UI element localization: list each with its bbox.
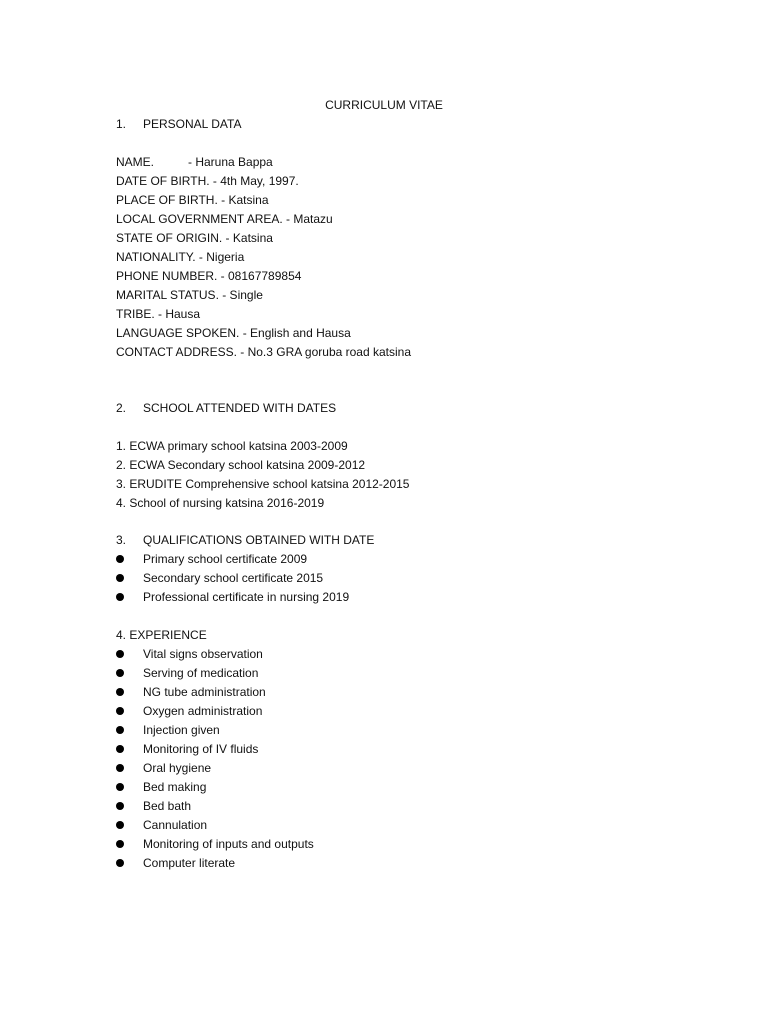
bullet-icon	[116, 650, 124, 658]
field-marital-status: MARITAL STATUS. - Single	[116, 288, 263, 302]
experience-text: NG tube administration	[143, 685, 266, 699]
experience-text: Serving of medication	[143, 666, 259, 680]
qualifications-section	[116, 531, 676, 607]
experience-item	[116, 854, 676, 873]
bullet-icon	[116, 764, 124, 772]
experience-text: Injection given	[143, 723, 220, 737]
school-item: 4. School of nursing katsina 2016-2019	[116, 496, 325, 510]
experience-text: Cannulation	[143, 818, 208, 832]
experience-item	[116, 797, 676, 816]
school-item: 2. ECWA Secondary school katsina 2009-2012	[116, 458, 366, 472]
bullet-icon	[116, 783, 124, 791]
experience-text: Oral hygiene	[143, 761, 212, 775]
section-heading-schools	[116, 399, 676, 418]
bullet-icon	[116, 593, 124, 601]
experience-item	[116, 835, 676, 854]
school-item: 3. ERUDITE Comprehensive school katsina 2012-2015	[116, 477, 410, 491]
experience-item	[116, 759, 676, 778]
section-number: 3.	[116, 533, 127, 547]
section-heading-qualifications	[116, 531, 676, 550]
section-heading-experience: 4. EXPERIENCE	[116, 628, 207, 642]
experience-text: Oxygen administration	[143, 704, 263, 718]
experience-item	[116, 816, 676, 835]
qualification-item	[116, 550, 676, 569]
school-item: 1. ECWA primary school katsina 2003-2009	[116, 439, 348, 453]
section-title: QUALIFICATIONS OBTAINED WITH DATE	[143, 533, 375, 547]
field-nationality: NATIONALITY. - Nigeria	[116, 250, 245, 264]
personal-data-section	[116, 115, 676, 362]
qualification-text: Primary school certificate 2009	[143, 552, 308, 566]
field-place-of-birth: PLACE OF BIRTH. - Katsina	[116, 193, 269, 207]
bullet-icon	[116, 707, 124, 715]
bullet-icon	[116, 821, 124, 829]
section-title: PERSONAL DATA	[143, 117, 242, 131]
section-number: 2.	[116, 401, 127, 415]
bullet-icon	[116, 726, 124, 734]
experience-text: Vital signs observation	[143, 647, 263, 661]
experience-item	[116, 721, 676, 740]
qualification-text: Professional certificate in nursing 2019	[143, 590, 350, 604]
field-value: - Haruna Bappa	[188, 155, 273, 169]
experience-text: Computer literate	[143, 856, 236, 870]
field-date-of-birth: DATE OF BIRTH. - 4th May, 1997.	[116, 174, 299, 188]
experience-text: Monitoring of IV fluids	[143, 742, 259, 756]
bullet-icon	[116, 802, 124, 810]
experience-item	[116, 702, 676, 721]
bullet-icon	[116, 859, 124, 867]
field-name-row	[116, 153, 676, 172]
section-heading-personal-data	[116, 115, 676, 134]
bullet-icon	[116, 688, 124, 696]
experience-text: Monitoring of inputs and outputs	[143, 837, 314, 851]
field-contact-address: CONTACT ADDRESS. - No.3 GRA goruba road katsina	[116, 345, 412, 359]
field-label: NAME.	[116, 155, 155, 169]
field-state-of-origin: STATE OF ORIGIN. - Katsina	[116, 231, 273, 245]
experience-item	[116, 683, 676, 702]
qualification-item	[116, 588, 676, 607]
experience-text: Bed bath	[143, 799, 192, 813]
section-title: SCHOOL ATTENDED WITH DATES	[143, 401, 337, 415]
experience-item	[116, 664, 676, 683]
field-local-government-area: LOCAL GOVERNMENT AREA. - Matazu	[116, 212, 333, 226]
bullet-icon	[116, 555, 124, 563]
experience-text: Bed making	[143, 780, 207, 794]
schools-section	[116, 399, 676, 513]
bullet-icon	[116, 745, 124, 753]
blank-line	[116, 418, 676, 437]
field-language-spoken: LANGUAGE SPOKEN. - English and Hausa	[116, 326, 351, 340]
field-phone-number: PHONE NUMBER. - 08167789854	[116, 269, 302, 283]
experience-item	[116, 645, 676, 664]
bullet-icon	[116, 574, 124, 582]
bullet-icon	[116, 669, 124, 677]
bullet-icon	[116, 840, 124, 848]
document-title: CURRICULUM VITAE	[325, 98, 443, 112]
blank-line	[116, 134, 676, 153]
experience-item	[116, 778, 676, 797]
qualification-text: Secondary school certificate 2015	[143, 571, 324, 585]
experience-item	[116, 740, 676, 759]
qualification-item	[116, 569, 676, 588]
field-tribe: TRIBE. - Hausa	[116, 307, 201, 321]
experience-section	[116, 626, 676, 873]
section-number: 1.	[116, 117, 127, 131]
